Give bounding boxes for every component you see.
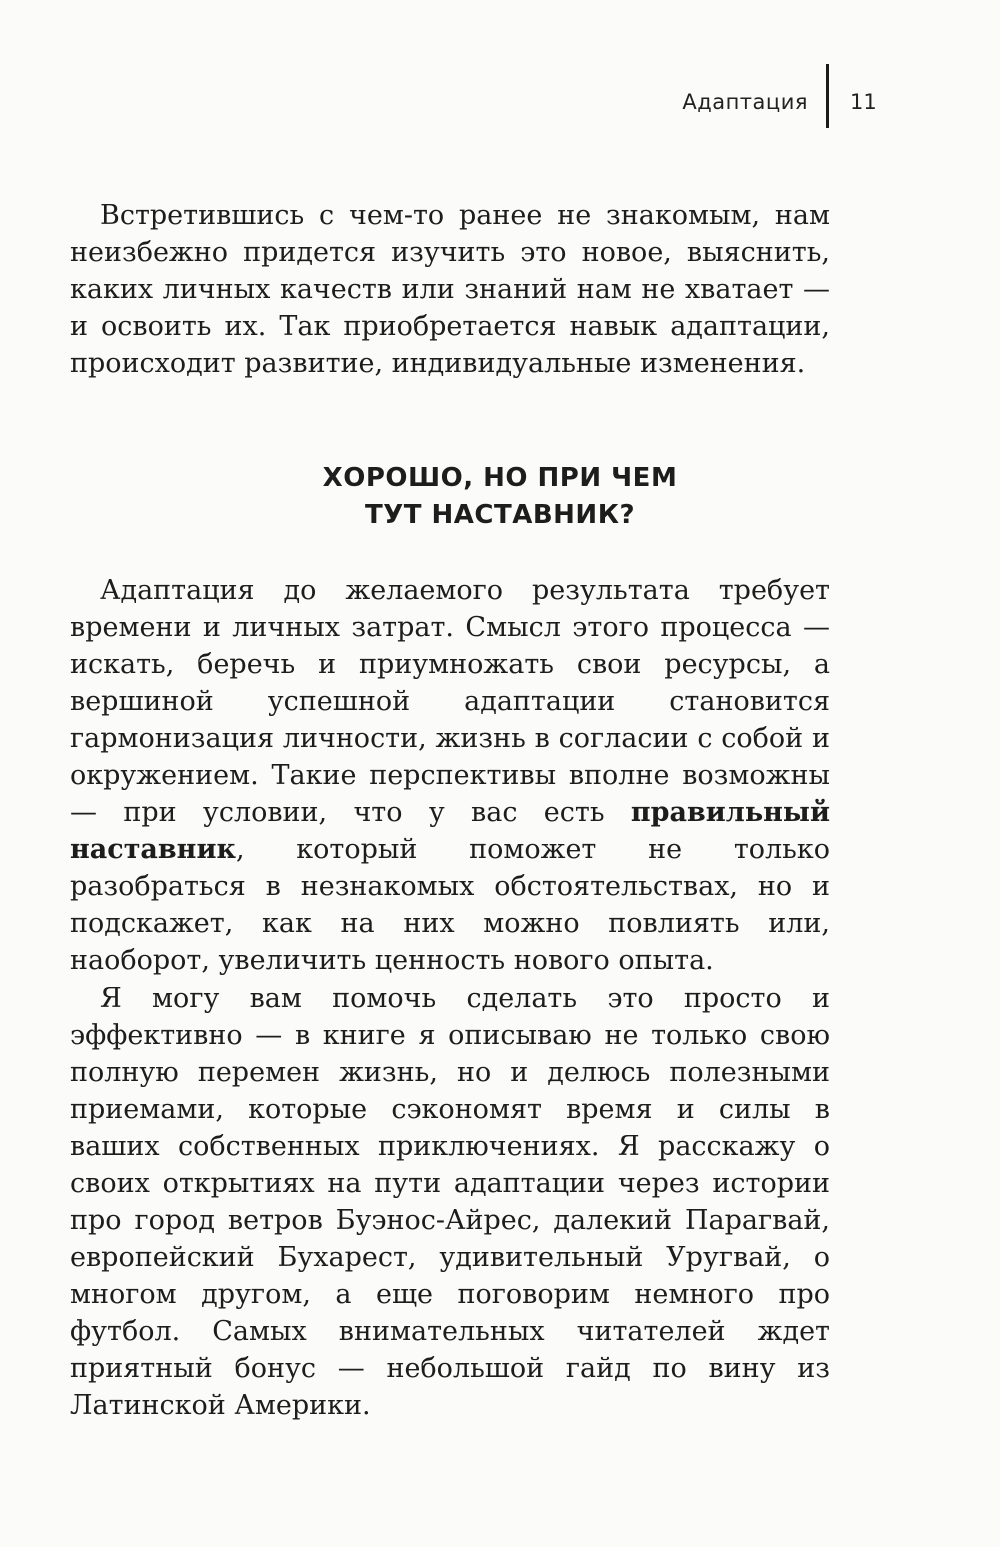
running-head [0, 60, 1000, 130]
paragraph-intro: Встретившись с чем-то ранее не знакомым, нам неизбежно придется изучить это новое, выяснить, каких личных качеств или знаний нам не хватает — и освоить их. Так приобретается навык адаптации, происходит развитие, индивидуальные изменения. [70, 200, 830, 379]
section-title: Адаптация [682, 90, 808, 114]
paragraph-mentor-text-before: Адаптация до желаемого результата требует времени и личных затрат. Смысл этого процесса — искать, беречь и приумножать свои ресурсы, а вершиной успешной адаптации становится гармонизация личности, жизнь в согласии с собой и окружением. Такие перспективы вполне возможны — при условии, что у вас есть [70, 575, 830, 828]
paragraph-mentor-bold-term: правильный наставник [70, 797, 830, 865]
section-heading-line-1: ХОРОШО, НО ПРИ ЧЕМ [322, 463, 678, 493]
paragraph-book-overview: Я могу вам помочь сделать это просто и эффективно — в книге я описываю не только свою полную перемен жизнь, но и делюсь полезными приемами, которые сэкономят время и силы в ваших собственных приключениях. Я расскажу о своих открытиях на пути адаптации через истории про город ветров Буэнос-Айрес, далекий Парагвай, европейский Бухарест, удивительный Уругвай, о многом другом, а еще поговорим немного про футбол. Самых внимательных читателей ждет приятный бонус — небольшой гайд по вину из Латинской Америки. [70, 983, 830, 1421]
paragraph-mentor [70, 572, 830, 979]
section-heading-line-2: ТУТ НАСТАВНИК? [364, 500, 636, 530]
section-heading [0, 460, 1000, 534]
paragraph-mentor-text-after: , который поможет не только разобраться в незнакомых обстоятельствах, но и подскажет, как на них можно повлиять или, наоборот, увеличить ценность нового опыта. [70, 834, 830, 976]
header-divider [826, 64, 829, 128]
page-number: 11 [850, 90, 877, 114]
